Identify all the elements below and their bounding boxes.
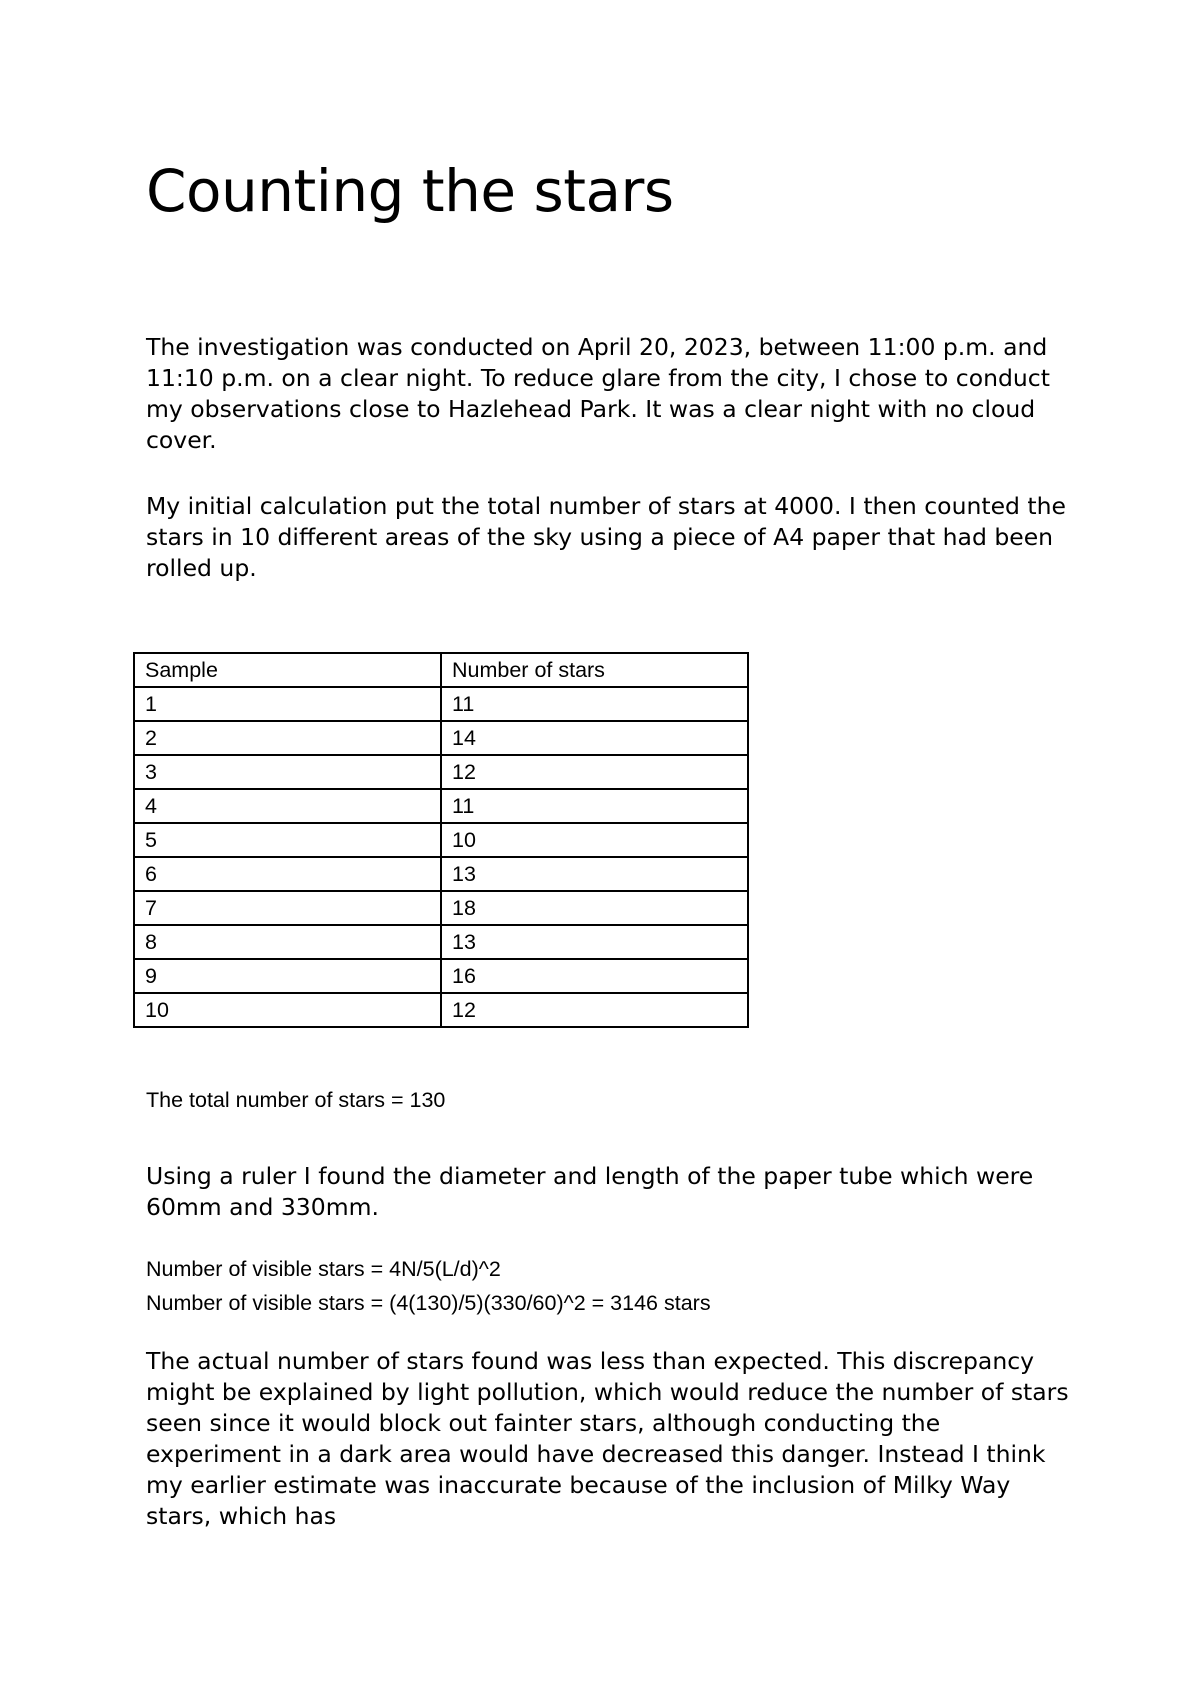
sample-cell: 1 [134,687,441,721]
formula-calculation-line: Number of visible stars = (4(130)/5)(330/60)^2 = 3146 stars [146,1291,711,1315]
stars-cell: 13 [441,857,748,891]
table-row [134,959,748,993]
table-row [134,891,748,925]
stars-cell: 11 [441,687,748,721]
ruler-paragraph: Using a ruler I found the diameter and length of the paper tube which were 60mm and 330mm. [146,1162,1034,1221]
table-row [134,823,748,857]
table-row [134,789,748,823]
stars-cell: 14 [441,721,748,755]
stars-cell: 11 [441,789,748,823]
table-header-row [134,653,748,687]
table-row [134,721,748,755]
sample-cell: 10 [134,993,441,1027]
initial-estimate-paragraph: My initial calculation put the total number of stars at 4000. I then counted the stars in 10 different areas of the sky using a piece of A4 paper that had been rolled up. [146,492,1066,582]
table-row [134,857,748,891]
table-row [134,755,748,789]
discussion-paragraph: The actual number of stars found was less than expected. This discrepancy might be explained by light pollution, which would reduce the number of stars seen since it would block out fainter stars, although conducting the experiment in a dark area would have decreased this danger. Instead I think my earlier estimate was inaccurate because of the inclusion of Milky Way stars, which has [146,1347,1069,1530]
table-row [134,687,748,721]
table-row [134,993,748,1027]
stars-column-header: Number of stars [441,653,748,687]
stars-cell: 16 [441,959,748,993]
sample-cell: 9 [134,959,441,993]
star-count-table [133,652,749,1028]
stars-cell: 12 [441,993,748,1027]
stars-cell: 12 [441,755,748,789]
sample-cell: 2 [134,721,441,755]
formula-line: Number of visible stars = 4N/5(L/d)^2 [146,1257,501,1281]
sample-cell: 7 [134,891,441,925]
stars-cell: 13 [441,925,748,959]
sample-cell: 4 [134,789,441,823]
stars-cell: 10 [441,823,748,857]
sample-cell: 3 [134,755,441,789]
total-stars-line: The total number of stars = 130 [146,1088,446,1112]
sample-cell: 8 [134,925,441,959]
intro-paragraph: The investigation was conducted on April 20, 2023, between 11:00 p.m. and 11:10 p.m. on a clear night. To reduce glare from the city, I chose to conduct my observations close to Hazlehead Park. It was a clear night with no cloud cover. [146,333,1050,454]
sample-cell: 5 [134,823,441,857]
page-title: Counting the stars [146,157,674,225]
table-row [134,925,748,959]
sample-cell: 6 [134,857,441,891]
sample-column-header: Sample [134,653,441,687]
stars-cell: 18 [441,891,748,925]
